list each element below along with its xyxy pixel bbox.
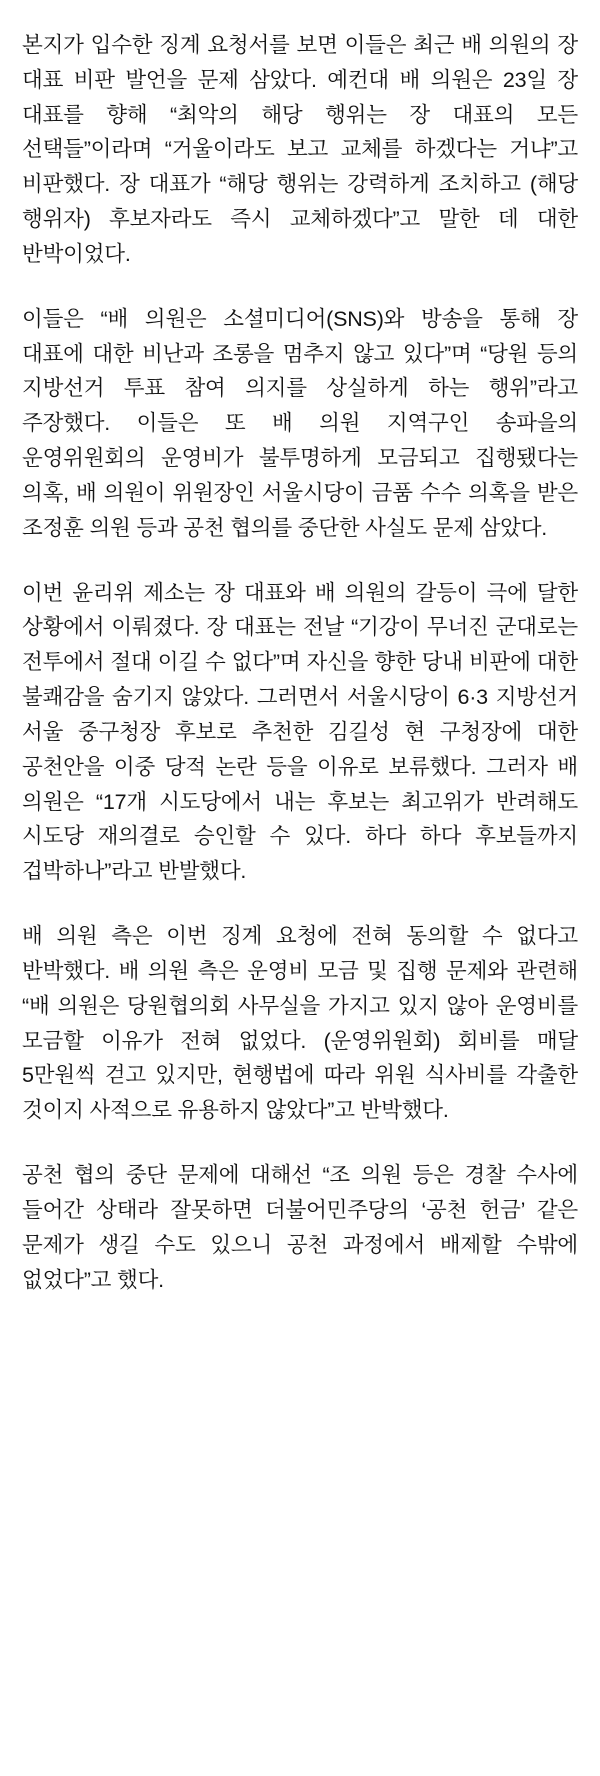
article-paragraph: 배 의원 측은 이번 징계 요청에 전혀 동의할 수 없다고 반박했다. 배 의원 측은 운영비 모금 및 집행 문제와 관련해 “배 의원은 당원협의회 사무실을 가지고 있지 않아 운영비를 모금할 이유가 전혀 없었다. (운영위원회) 회비를 매달 5만원씩 걷고 있지만, 현행법에 따라 위원 식사비를 각출한 것이지 사적으로 유용하지 않았다”고 반박했다. [22, 924, 584, 1123]
article-paragraph: 공천 협의 중단 문제에 대해선 “조 의원 등은 경찰 수사에 들어간 상태라 잘못하면 더불어민주당의 ‘공천 헌금’ 같은 문제가 생길 수도 있으니 공천 과정에서 배제할 수밖에 없었다”고 했다. [22, 1163, 584, 1292]
article-paragraph: 이번 윤리위 제소는 장 대표와 배 의원의 갈등이 극에 달한 상황에서 이뤄졌다. 장 대표는 전날 “기강이 무너진 군대로는 전투에서 절대 이길 수 없다”며 자신을 향한 당내 비판에 대한 불쾌감을 숨기지 않았다. 그러면서 서울시당이 6·3 지방선거 서울 중구청장 후보로 추천한 김길성 현 구청장에 대한 공천안을 이중 당적 논란 등을 이유로 보류했다. 그러자 배 의원은 “17개 시도당에서 내는 후보는 최고위가 반려해도 시도당 재의결로 승인할 수 있다. 하다 하다 후보들까지 겁박하나”라고 반발했다. [22, 580, 584, 884]
article-paragraph: 이들은 “배 의원은 소셜미디어(SNS)와 방송을 통해 장 대표에 대한 비난과 조롱을 멈추지 않고 있다”며 “당원 등의 지방선거 투표 참여 의지를 상실하게 하는 행위”라고 주장했다. 이들은 또 배 의원 지역구인 송파을의 운영위원회의 운영비가 불투명하게 모금되고 집행됐다는 의혹, 배 의원이 위원장인 서울시당이 금품 수수 의혹을 받은 조정훈 의원 등과 공천 협의를 중단한 사실도 문제 삼았다. [22, 306, 584, 540]
article-paragraph: 본지가 입수한 징계 요청서를 보면 이들은 최근 배 의원의 장 대표 비판 발언을 문제 삼았다. 예컨대 배 의원은 23일 장 대표를 향해 “최악의 해당 행위는 장 대표의 모든 선택들”이라며 “거울이라도 보고 교체를 하겠다는 거냐”고 비판했다. 장 대표가 “해당 행위는 강력하게 조치하고 (해당 행위자) 후보자라도 즉시 교체하겠다”고 말한 데 대한 반박이었다. [22, 33, 584, 266]
